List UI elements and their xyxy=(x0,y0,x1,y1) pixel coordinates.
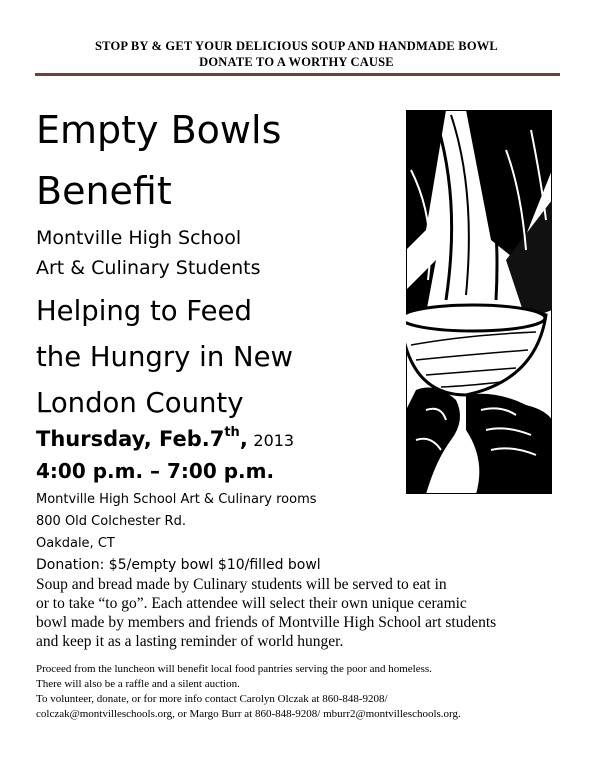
header-divider xyxy=(35,73,560,76)
donation-info: Donation: $5/empty bowl $10/filled bowl xyxy=(36,557,321,573)
footer-info xyxy=(36,662,461,722)
event-city: Oakdale, CT xyxy=(36,536,115,551)
event-day-suffix: th xyxy=(224,425,240,440)
header-line-2: DONATE TO A WORTHY CAUSE xyxy=(199,55,394,69)
description-line-2: or to take “to go”. Each attendee will select their own unique ceramic xyxy=(36,595,467,612)
description-line-4: and keep it as a lasting reminder of world hunger. xyxy=(36,633,344,650)
bowl-illustration xyxy=(406,110,552,494)
event-date xyxy=(36,425,294,451)
title-line-1: Empty Bowls xyxy=(36,108,282,152)
footer-line-1: Proceed from the luncheon will benefit local food pantries serving the poor and homeless. xyxy=(36,663,432,675)
tagline-line-2: the Hungry in New xyxy=(36,341,293,373)
footer-line-4: colczak@montvilleschools.org, or Margo Burr at 860-848-9208/ mburr2@montvilleschools.org. xyxy=(36,708,461,720)
page-title xyxy=(36,100,281,222)
event-time: 4:00 p.m. – 7:00 p.m. xyxy=(36,459,275,483)
tagline-line-1: Helping to Feed xyxy=(36,295,252,327)
tagline-line-3: London County xyxy=(36,387,244,419)
event-year: 2013 xyxy=(253,431,295,450)
event-street: 800 Old Colchester Rd. xyxy=(36,514,186,529)
event-day: Thursday, Feb.7 xyxy=(36,427,225,451)
footer-line-2: There will also be a raffle and a silent auction. xyxy=(36,678,240,690)
header-line-1: STOP BY & GET YOUR DELICIOUS SOUP AND HANDMADE BOWL xyxy=(95,39,498,53)
event-day-comma: , xyxy=(239,427,248,451)
title-line-2: Benefit xyxy=(36,169,172,213)
description-line-1: Soup and bread made by Culinary students will be served to eat in xyxy=(36,576,447,593)
description-line-3: bowl made by members and friends of Montville High School art students xyxy=(36,614,497,631)
tagline xyxy=(36,288,293,426)
event-location: Montville High School Art & Culinary rooms xyxy=(36,492,317,507)
description xyxy=(36,575,566,651)
footer-line-3: To volunteer, donate, or for more info contact Carolyn Olczak at 860-848-9208/ xyxy=(36,693,388,705)
subtitle-line-2: Art & Culinary Students xyxy=(36,257,261,279)
subtitle-line-1: Montville High School xyxy=(36,227,242,249)
bowl-hands-icon xyxy=(406,110,552,494)
header-banner xyxy=(0,38,593,70)
